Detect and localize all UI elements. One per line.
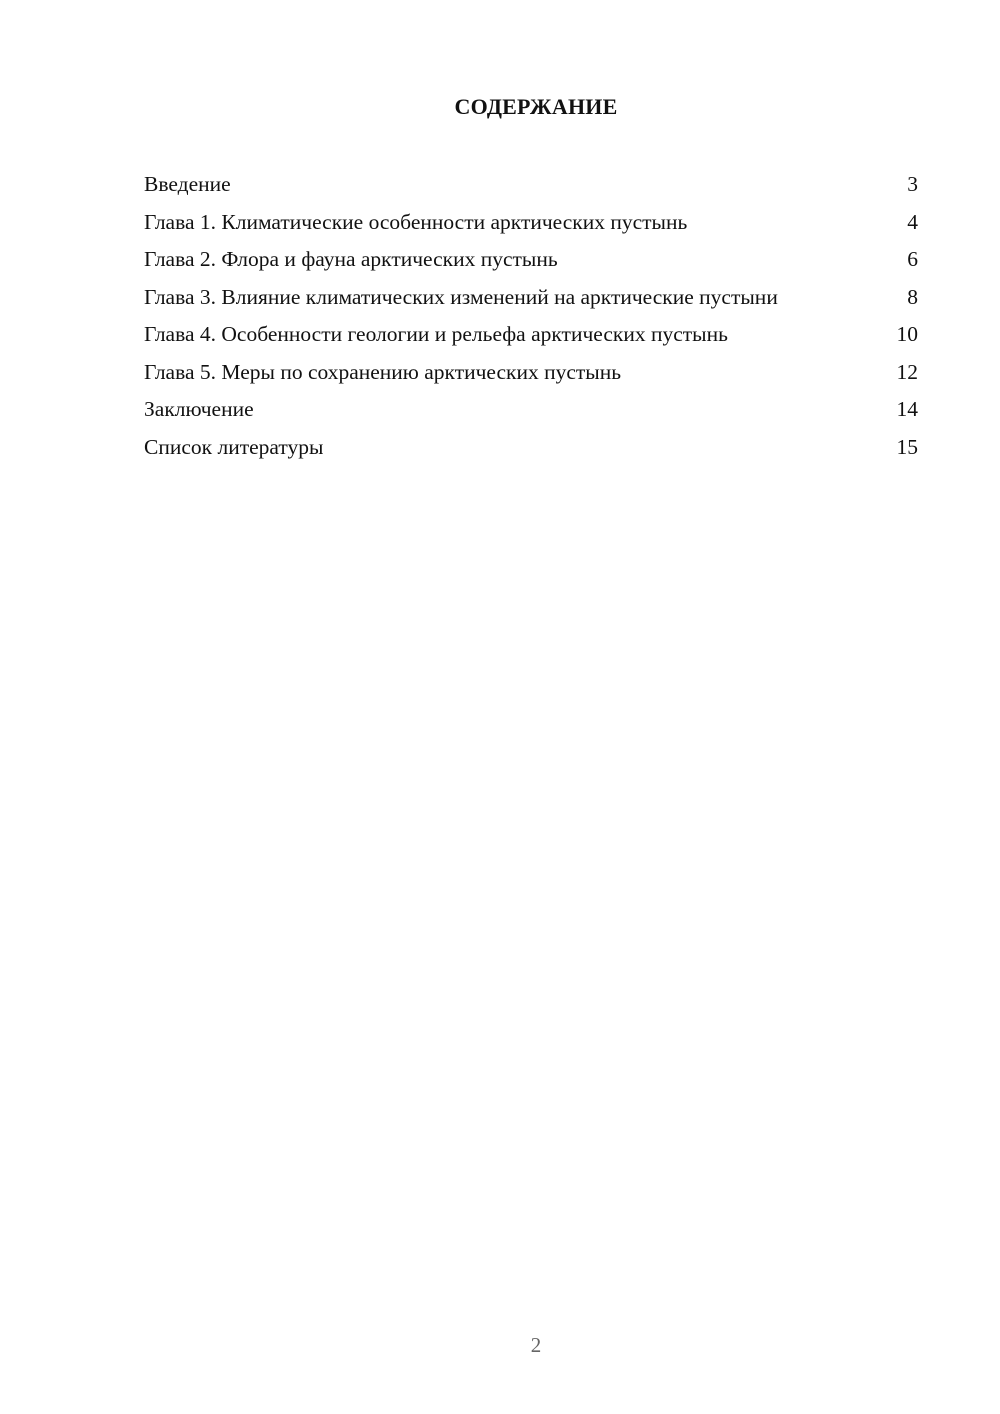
toc-entry-label: Заключение — [144, 397, 254, 421]
toc-entry-label: Введение — [144, 172, 231, 196]
toc-entry-page: 12 — [896, 359, 918, 384]
toc-entry-label: Список литературы — [144, 434, 324, 459]
page-number: 2 — [530, 1333, 542, 1357]
page-title: СОДЕРЖАНИЕ — [454, 94, 618, 119]
toc-entry — [144, 321, 918, 347]
toc-entry — [144, 171, 918, 197]
toc-entry-page: 4 — [907, 209, 918, 234]
toc-entry-page: 15 — [896, 434, 918, 459]
toc-entry-page: 8 — [907, 284, 918, 309]
toc-entry — [144, 359, 918, 385]
toc-entry — [144, 246, 918, 272]
toc-entry-label: Глава 3. Влияние климатических изменений на арктические пустыни — [144, 284, 778, 309]
toc-entry — [144, 284, 918, 310]
toc-entry-label: Глава 2. Флора и фауна арктических пустынь — [144, 247, 558, 271]
toc-entry — [144, 396, 918, 422]
toc-entry-page: 6 — [907, 247, 918, 271]
toc-entry — [144, 434, 918, 460]
toc-entry-page: 14 — [896, 397, 918, 421]
toc-entry-label: Глава 1. Климатические особенности арктических пустынь — [144, 209, 688, 234]
toc-entry-page: 10 — [896, 322, 918, 346]
toc-entry-label: Глава 4. Особенности геологии и рельефа арктических пустынь — [144, 322, 728, 346]
toc-entry — [144, 209, 918, 235]
toc-entry-page: 3 — [907, 172, 918, 196]
table-of-contents — [144, 171, 918, 471]
toc-entry-label: Глава 5. Меры по сохранению арктических пустынь — [144, 359, 622, 384]
